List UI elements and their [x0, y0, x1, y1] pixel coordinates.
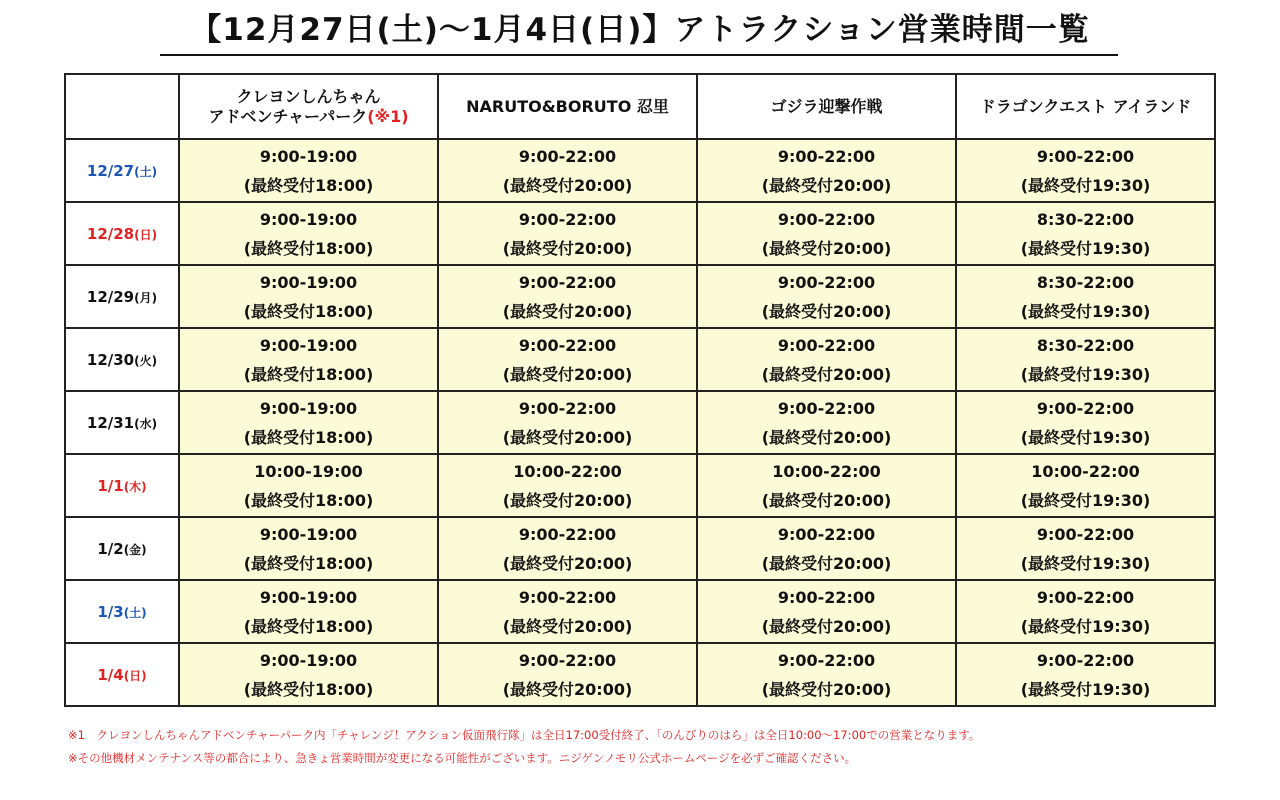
last-entry-time: (最終受付18:00) — [243, 553, 374, 573]
operating-hours: 9:00-22:00 — [777, 146, 876, 166]
last-entry-time: (最終受付20:00) — [761, 679, 892, 699]
operating-hours: 8:30-22:00 — [1036, 272, 1135, 292]
footnote-2: ※その他機材メンテナンス等の都合により、急きょ営業時間が変更になる可能性がございます。ニジゲンノモリ公式ホームページを必ずご確認ください。 — [68, 751, 857, 765]
hours-cell — [438, 454, 697, 517]
hours-cell — [438, 139, 697, 202]
operating-hours: 9:00-19:00 — [259, 398, 358, 418]
operating-hours: 9:00-22:00 — [1036, 524, 1135, 544]
last-entry-time: (最終受付20:00) — [502, 301, 633, 321]
operating-hours: 9:00-22:00 — [1036, 146, 1135, 166]
operating-hours: 9:00-22:00 — [518, 587, 617, 607]
operating-hours: 10:00-22:00 — [1031, 461, 1140, 481]
column-header-line2: アドベンチャーパーク — [208, 106, 368, 126]
weekday-label: (木) — [123, 479, 147, 494]
hours-cell — [179, 643, 438, 706]
hours-cell — [179, 517, 438, 580]
date-cell — [65, 265, 179, 328]
operating-hours: 8:30-22:00 — [1036, 209, 1135, 229]
last-entry-time: (最終受付20:00) — [761, 238, 892, 258]
operating-hours: 9:00-22:00 — [518, 272, 617, 292]
operating-hours: 10:00-22:00 — [772, 461, 881, 481]
hours-cell — [438, 391, 697, 454]
operating-hours: 8:30-22:00 — [1036, 335, 1135, 355]
hours-cell — [697, 454, 956, 517]
last-entry-time: (最終受付20:00) — [502, 238, 633, 258]
hours-cell — [697, 202, 956, 265]
table-row — [65, 139, 1215, 202]
note-mark: (※1) — [367, 106, 409, 126]
date-label: 1/2 — [97, 539, 124, 558]
hours-cell — [697, 580, 956, 643]
weekday-label: (水) — [134, 416, 158, 431]
weekday-label: (土) — [134, 164, 158, 179]
hours-cell — [956, 454, 1215, 517]
hours-cell — [956, 643, 1215, 706]
column-header-line1: ゴジラ迎撃作戦 — [770, 96, 883, 116]
table-row — [65, 517, 1215, 580]
weekday-label: (金) — [123, 542, 147, 557]
footnote-1: ※1 クレヨンしんちゃんアドベンチャーパーク内「チャレンジ！アクション仮面飛行隊」は全日17:00受付終了、「のんびりのはら」は全日10:00～17:00での営業となります。 — [68, 728, 981, 742]
column-header-line1: ドラゴンクエスト アイランド — [979, 96, 1192, 116]
hours-cell — [179, 328, 438, 391]
last-entry-time: (最終受付18:00) — [243, 679, 374, 699]
date-label: 1/1 — [97, 476, 124, 495]
last-entry-time: (最終受付19:30) — [1020, 490, 1151, 510]
date-cell — [65, 643, 179, 706]
weekday-label: (火) — [134, 353, 158, 368]
hours-cell — [438, 580, 697, 643]
date-cell — [65, 391, 179, 454]
hours-cell — [956, 265, 1215, 328]
operating-hours: 9:00-22:00 — [518, 524, 617, 544]
header-row — [65, 74, 1215, 139]
operating-hours: 9:00-22:00 — [777, 587, 876, 607]
date-cell — [65, 580, 179, 643]
operating-hours: 9:00-19:00 — [259, 650, 358, 670]
hours-cell — [179, 391, 438, 454]
hours-cell — [697, 643, 956, 706]
hours-cell — [438, 328, 697, 391]
last-entry-time: (最終受付20:00) — [502, 175, 633, 195]
last-entry-time: (最終受付19:30) — [1020, 175, 1151, 195]
operating-hours: 9:00-19:00 — [259, 524, 358, 544]
operating-hours: 9:00-22:00 — [518, 209, 617, 229]
operating-hours: 10:00-22:00 — [513, 461, 622, 481]
operating-hours: 9:00-19:00 — [259, 272, 358, 292]
date-label: 12/29 — [86, 287, 135, 306]
table-row — [65, 202, 1215, 265]
operating-hours: 9:00-19:00 — [259, 335, 358, 355]
hours-cell — [956, 202, 1215, 265]
column-header-godzilla — [697, 74, 956, 139]
column-header-line1: NARUTO&BORUTO 忍里 — [466, 96, 669, 116]
hours-cell — [438, 643, 697, 706]
table-row — [65, 643, 1215, 706]
column-header-line1: クレヨンしんちゃん — [236, 86, 381, 106]
column-header-crayon-shinchan — [179, 74, 438, 139]
hours-cell — [179, 265, 438, 328]
weekday-label: (日) — [134, 227, 158, 242]
hours-cell — [697, 391, 956, 454]
last-entry-time: (最終受付20:00) — [502, 427, 633, 447]
last-entry-time: (最終受付19:30) — [1020, 553, 1151, 573]
last-entry-time: (最終受付18:00) — [243, 364, 374, 384]
last-entry-time: (最終受付19:30) — [1020, 301, 1151, 321]
hours-cell — [438, 517, 697, 580]
hours-cell — [956, 391, 1215, 454]
date-cell — [65, 202, 179, 265]
operating-hours: 9:00-22:00 — [777, 209, 876, 229]
operating-hours: 9:00-22:00 — [1036, 650, 1135, 670]
last-entry-time: (最終受付18:00) — [243, 301, 374, 321]
hours-cell — [956, 580, 1215, 643]
last-entry-time: (最終受付19:30) — [1020, 616, 1151, 636]
weekday-label: (月) — [134, 290, 158, 305]
last-entry-time: (最終受付19:30) — [1020, 427, 1151, 447]
date-label: 12/30 — [86, 350, 135, 369]
last-entry-time: (最終受付20:00) — [502, 553, 633, 573]
last-entry-time: (最終受付20:00) — [761, 301, 892, 321]
last-entry-time: (最終受付20:00) — [502, 490, 633, 510]
table-row — [65, 265, 1215, 328]
last-entry-time: (最終受付20:00) — [761, 616, 892, 636]
last-entry-time: (最終受付20:00) — [761, 175, 892, 195]
hours-cell — [179, 202, 438, 265]
weekday-label: (日) — [123, 668, 147, 683]
column-header-naruto-boruto — [438, 74, 697, 139]
operating-hours: 9:00-22:00 — [777, 524, 876, 544]
operating-hours: 9:00-22:00 — [777, 398, 876, 418]
date-label: 1/3 — [97, 602, 124, 621]
operating-hours: 9:00-22:00 — [518, 650, 617, 670]
hours-cell — [438, 265, 697, 328]
last-entry-time: (最終受付19:30) — [1020, 238, 1151, 258]
table-row — [65, 391, 1215, 454]
operating-hours: 10:00-19:00 — [254, 461, 363, 481]
operating-hours: 9:00-22:00 — [1036, 587, 1135, 607]
title-underline — [160, 54, 1118, 56]
last-entry-time: (最終受付18:00) — [243, 616, 374, 636]
last-entry-time: (最終受付18:00) — [243, 238, 374, 258]
last-entry-time: (最終受付18:00) — [243, 175, 374, 195]
last-entry-time: (最終受付19:30) — [1020, 364, 1151, 384]
column-header-dragon-quest — [956, 74, 1215, 139]
table-row — [65, 580, 1215, 643]
operating-hours: 9:00-19:00 — [259, 209, 358, 229]
hours-cell — [697, 517, 956, 580]
operating-hours: 9:00-22:00 — [518, 398, 617, 418]
operating-hours: 9:00-22:00 — [518, 146, 617, 166]
table-row — [65, 454, 1215, 517]
last-entry-time: (最終受付20:00) — [502, 364, 633, 384]
date-cell — [65, 139, 179, 202]
date-label: 12/31 — [86, 413, 135, 432]
page-title: 【12月27日(土)～1月4日(日)】アトラクション営業時間一覧 — [190, 12, 1090, 48]
hours-cell — [179, 454, 438, 517]
last-entry-time: (最終受付20:00) — [502, 679, 633, 699]
operating-hours: 9:00-22:00 — [777, 335, 876, 355]
last-entry-time: (最終受付18:00) — [243, 427, 374, 447]
last-entry-time: (最終受付20:00) — [761, 553, 892, 573]
corner-cell — [65, 74, 179, 139]
last-entry-time: (最終受付20:00) — [761, 364, 892, 384]
last-entry-time: (最終受付18:00) — [243, 490, 374, 510]
hours-cell — [179, 139, 438, 202]
date-label: 12/27 — [86, 161, 135, 180]
hours-cell — [956, 328, 1215, 391]
date-cell — [65, 517, 179, 580]
last-entry-time: (最終受付20:00) — [761, 490, 892, 510]
hours-cell — [179, 580, 438, 643]
date-label: 1/4 — [97, 665, 124, 684]
operating-hours: 9:00-22:00 — [777, 650, 876, 670]
hours-cell — [697, 139, 956, 202]
operating-hours: 9:00-22:00 — [1036, 398, 1135, 418]
hours-cell — [956, 517, 1215, 580]
operating-hours: 9:00-22:00 — [777, 272, 876, 292]
hours-cell — [697, 265, 956, 328]
operating-hours: 9:00-19:00 — [259, 587, 358, 607]
operating-hours: 9:00-22:00 — [518, 335, 617, 355]
weekday-label: (土) — [123, 605, 147, 620]
table-row — [65, 328, 1215, 391]
operating-hours: 9:00-19:00 — [259, 146, 358, 166]
date-label: 12/28 — [86, 224, 135, 243]
hours-cell — [956, 139, 1215, 202]
last-entry-time: (最終受付20:00) — [761, 427, 892, 447]
hours-cell — [697, 328, 956, 391]
last-entry-time: (最終受付20:00) — [502, 616, 633, 636]
last-entry-time: (最終受付19:30) — [1020, 679, 1151, 699]
schedule-table — [64, 73, 1216, 707]
date-cell — [65, 454, 179, 517]
date-cell — [65, 328, 179, 391]
hours-cell — [438, 202, 697, 265]
